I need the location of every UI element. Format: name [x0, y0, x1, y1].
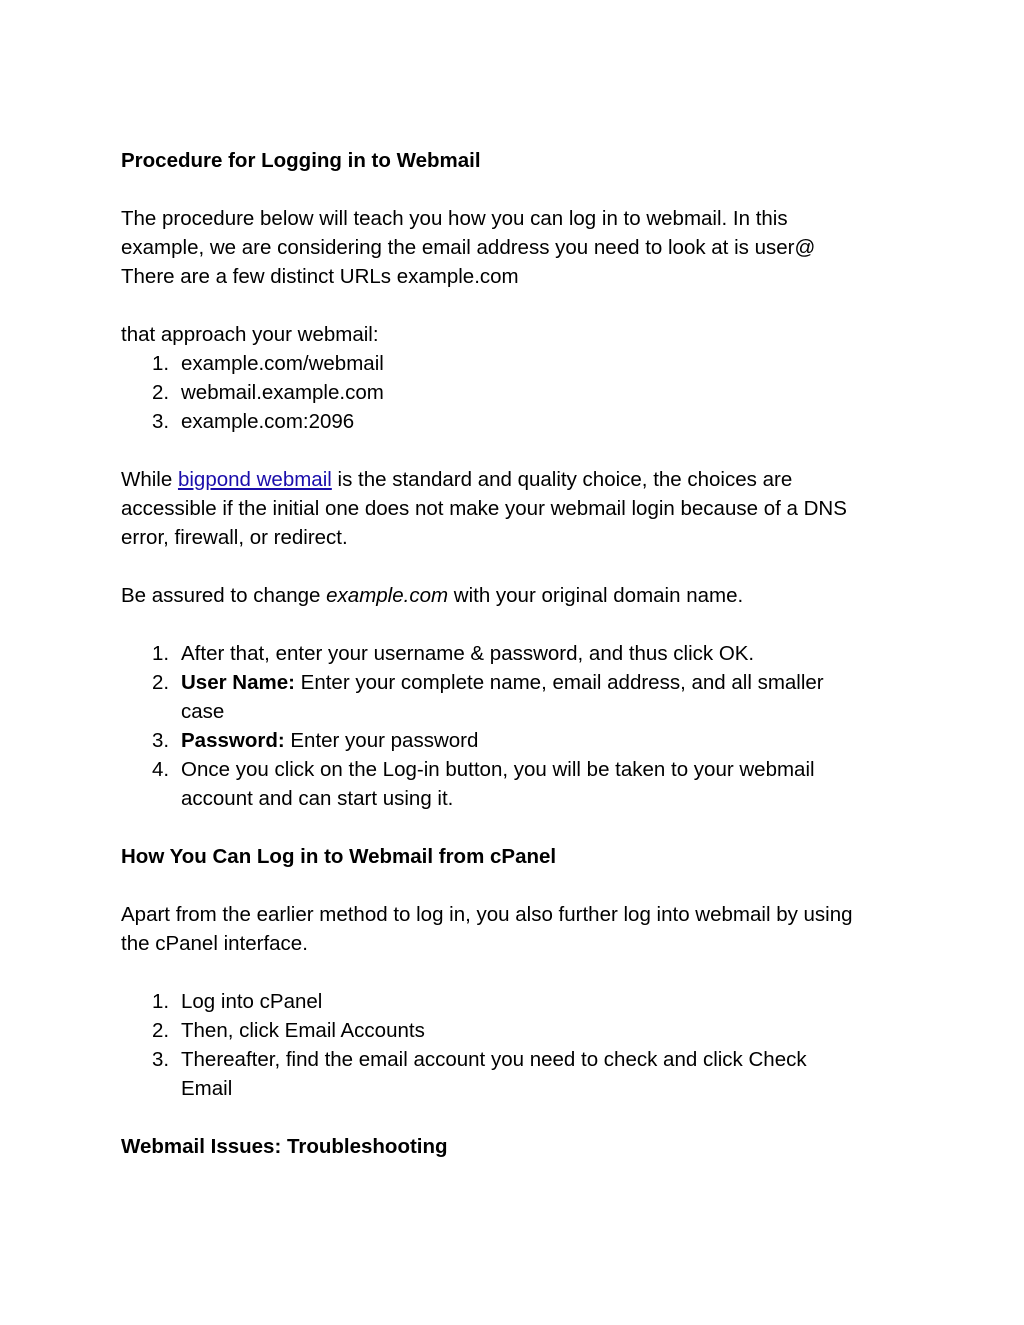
list-item-text: After that, enter your username & password, and thus click OK. — [181, 642, 755, 665]
list-item-text: Email — [181, 1077, 233, 1100]
list-item — [121, 349, 911, 378]
list-item — [121, 1016, 911, 1045]
intro-line: The procedure below will teach you how you can log in to webmail. In this — [121, 207, 788, 230]
list-item — [121, 639, 911, 668]
list-item-text: Once you click on the Log-in button, you will be taken to your webmail — [181, 758, 815, 781]
while-line: error, firewall, or redirect. — [121, 526, 348, 549]
list-item-text: case — [181, 700, 225, 723]
intro-paragraph — [121, 204, 911, 291]
document-page — [121, 146, 911, 1161]
list-item-text: webmail.example.com — [181, 381, 384, 404]
list-number: 2. — [152, 671, 170, 694]
cpanel-paragraph — [121, 900, 911, 958]
assured-domain: example.com — [326, 584, 449, 607]
bigpond-webmail-link[interactable]: bigpond webmail — [177, 468, 332, 491]
list-number: 3. — [152, 729, 170, 752]
list-item-text: account and can start using it. — [181, 787, 454, 810]
section-heading-cpanel: How You Can Log in to Webmail from cPanel — [121, 845, 557, 868]
list-item — [121, 987, 911, 1016]
cpanel-line: the cPanel interface. — [121, 932, 308, 955]
while-paragraph — [121, 465, 911, 552]
password-label: Password: — [181, 729, 285, 752]
assured-prefix: Be assured to change — [121, 584, 327, 607]
login-steps-list — [121, 639, 911, 813]
list-item — [121, 407, 911, 436]
while-prefix: While — [121, 468, 178, 491]
list-number: 1. — [152, 352, 170, 375]
cpanel-line: Apart from the earlier method to log in, you also further log into webmail by using — [121, 903, 853, 926]
list-item — [121, 668, 911, 726]
while-line — [121, 465, 911, 494]
while-line: accessible if the initial one does not make your webmail login because of a DNS — [121, 497, 847, 520]
list-number: 1. — [152, 990, 170, 1013]
list-item-text: example.com:2096 — [181, 410, 355, 433]
list-item — [121, 1045, 911, 1103]
list-item-text: Then, click Email Accounts — [181, 1019, 425, 1042]
list-item-text: example.com/webmail — [181, 352, 384, 375]
list-item-text: Log into cPanel — [181, 990, 323, 1013]
list-number: 3. — [152, 1048, 170, 1071]
list-item-text: Enter your password — [284, 729, 479, 752]
list-number: 4. — [152, 758, 170, 781]
url-list — [121, 349, 911, 436]
username-label: User Name: — [181, 671, 295, 694]
list-item — [121, 378, 911, 407]
intro-line: example, we are considering the email address you need to look at is user@ — [121, 236, 816, 259]
list-number: 2. — [152, 1019, 170, 1042]
list-number: 2. — [152, 381, 170, 404]
list-number: 1. — [152, 642, 170, 665]
section-heading-troubleshooting: Webmail Issues: Troubleshooting — [121, 1135, 448, 1158]
section-heading-procedure: Procedure for Logging in to Webmail — [121, 149, 481, 172]
approach-text: that approach your webmail: — [121, 323, 379, 346]
assured-suffix: with your original domain name. — [448, 584, 744, 607]
list-item — [121, 726, 911, 755]
cpanel-steps-list — [121, 987, 911, 1103]
assured-paragraph — [121, 581, 911, 610]
list-item — [121, 755, 911, 813]
list-item-text: Thereafter, find the email account you need to check and click Check — [181, 1048, 807, 1071]
while-rest: is the standard and quality choice, the choices are — [331, 468, 793, 491]
list-number: 3. — [152, 410, 170, 433]
list-item-text: Enter your complete name, email address, and all smaller — [294, 671, 824, 694]
intro-line: There are a few distinct URLs example.com — [121, 265, 519, 288]
